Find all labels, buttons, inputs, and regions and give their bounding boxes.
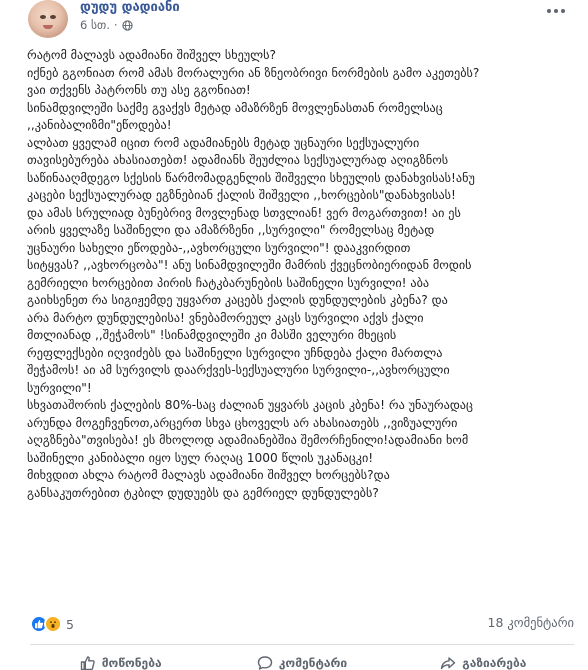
post-text-line: ვაი თქვენს პატრონს თუ ასე გგონიათ! bbox=[27, 83, 251, 97]
meta-separator: · bbox=[113, 18, 118, 32]
post-text-line: საშინელი კანიბალი იყო სულ რაღაც 1000 წლის უკანაცკი! bbox=[27, 450, 374, 465]
action-bar bbox=[30, 648, 574, 670]
like-button[interactable] bbox=[30, 648, 211, 670]
avatar[interactable] bbox=[28, 0, 68, 38]
post-text-line: კაცები სექსუალურად ეგზნებიან ქალის შიშველი ,,ხორცების"დანახვისას! bbox=[27, 188, 456, 202]
post-text-line: უცნაური სახელი ეწოდება-,,ავხორცული სურვილი"! დააკვირდით bbox=[27, 240, 411, 255]
post-text-line: გემრიელი ხორცებით პირის ჩატკბარუნების საშინელი სურვილი! აბა bbox=[27, 275, 430, 290]
post-text-line: ალბათ ყველამ იცით რომ ადამიანებს მეტად უცნაური სექსუალური bbox=[27, 135, 420, 150]
reaction-count: 5 bbox=[66, 616, 74, 632]
post-text-line: ,,კანიბალიზმი"ეწოდება! bbox=[27, 118, 172, 132]
post-text-line: რეფლექსები იღვიძებს და საშინელი სურვილი უჩნდება ქალი მართლა bbox=[27, 345, 443, 360]
divider bbox=[30, 644, 574, 645]
post-text-line: საწინააღმდეგო სქესის წარმომადგენლის შიშველი სხეულის დანახვისას!ანუ bbox=[27, 170, 475, 185]
wow-icon bbox=[44, 615, 62, 633]
post-text-line: არის ყველაზე საშინელი და ამაზრზენი ,,სურვილი" რომელსაც მეტად bbox=[27, 223, 435, 237]
post-text-line: შეჭამოს! აი ამ სურვილს დაარქვეს-სექსუალური სურვილი-,,ავხორცული bbox=[27, 363, 450, 377]
reactions-summary[interactable] bbox=[30, 614, 74, 634]
post-text-line: განსაკუთრებით ტკბილ დუდუებს და გემრიელ დუნდულებს? bbox=[27, 485, 379, 500]
comment-icon bbox=[257, 655, 273, 670]
post-text-line: არა მარტო დუნდულებისა! ვნებამორეულ კაცს სურვილი აქვს ქალი bbox=[27, 310, 424, 325]
post-text-line: და ამას სრულიად ბუნებრივ მოვლენად სთვლიან! ვერ მოგართვით! აი ეს bbox=[27, 205, 461, 220]
post-text-line: სხვათაშორის ქალების 80%-საც ძალიან უყვარს კაცის კბენა! რა უნაურადაც bbox=[27, 398, 473, 412]
comment-button-label: კომენტარი bbox=[278, 656, 348, 670]
post-time[interactable]: 6 სთ. bbox=[80, 18, 110, 32]
thumbs-up-icon bbox=[80, 655, 96, 670]
share-button[interactable] bbox=[393, 648, 574, 670]
post-meta bbox=[80, 18, 133, 32]
post-text-line: სიტყვას? ,,ავხორცობა"! ანუ სინამდვილეში მამრის ქვეცნობიერიდან მოდის bbox=[27, 258, 472, 272]
post-text-line: რატომ მალავს ადამიანი შიშველ სხეულს? bbox=[27, 48, 276, 62]
post-header bbox=[28, 0, 568, 44]
post-text-line: მიხვდით ახლა რატომ მალავს ადამიანი შიშველ ხორცებს?და bbox=[27, 468, 390, 482]
comment-button[interactable] bbox=[211, 648, 392, 670]
post-text-line: იქნებ გგონიათ რომ ამას მორალური ან ზნეობრივი ნორმების გამო აკეთებს? bbox=[27, 65, 480, 80]
post-body bbox=[27, 47, 572, 502]
like-button-label: მოწონება bbox=[101, 656, 162, 670]
share-icon bbox=[440, 655, 456, 670]
share-button-label: გაზიარება bbox=[462, 656, 527, 670]
post-text-line: სინამდვილეში საქმე გვაქვს მეტად ამაზრზენ მოვლენასთან რომელსაც bbox=[27, 100, 443, 115]
post-text-line: აღგზნება"თვისება! ეს მხოლოდ ადამიანებშია შემორჩენილი!ადამიანი ხომ bbox=[27, 433, 469, 447]
globe-icon[interactable] bbox=[122, 20, 133, 31]
comments-count[interactable]: 18 კომენტარი bbox=[487, 615, 574, 630]
post-text-line: თავისებურება ახასიათებთ! ადამიანს შეუძლია სექსუალურად აღიგზნოს bbox=[27, 153, 449, 167]
author-name[interactable]: დუდუ დადიანი bbox=[80, 0, 180, 15]
post-text-line: გაიხსენეთ რა სიგიჟემდე უყვართ კაცებს ქალის დუნდულების კბენა? და bbox=[27, 293, 448, 307]
post-text-line: არუნდა მოგეჩვენოთ,არცერთ სხვა ცხოველს არ ახასიათებს ,,ვიზუალური bbox=[27, 415, 458, 430]
post-text-line: მთლიანად ,,შეჭამოს" !სინამდვილეში კი მასში ველური მხეცის bbox=[27, 328, 397, 342]
post-text-line: სურვილი"! bbox=[27, 380, 92, 395]
more-options-icon[interactable] bbox=[544, 4, 568, 18]
